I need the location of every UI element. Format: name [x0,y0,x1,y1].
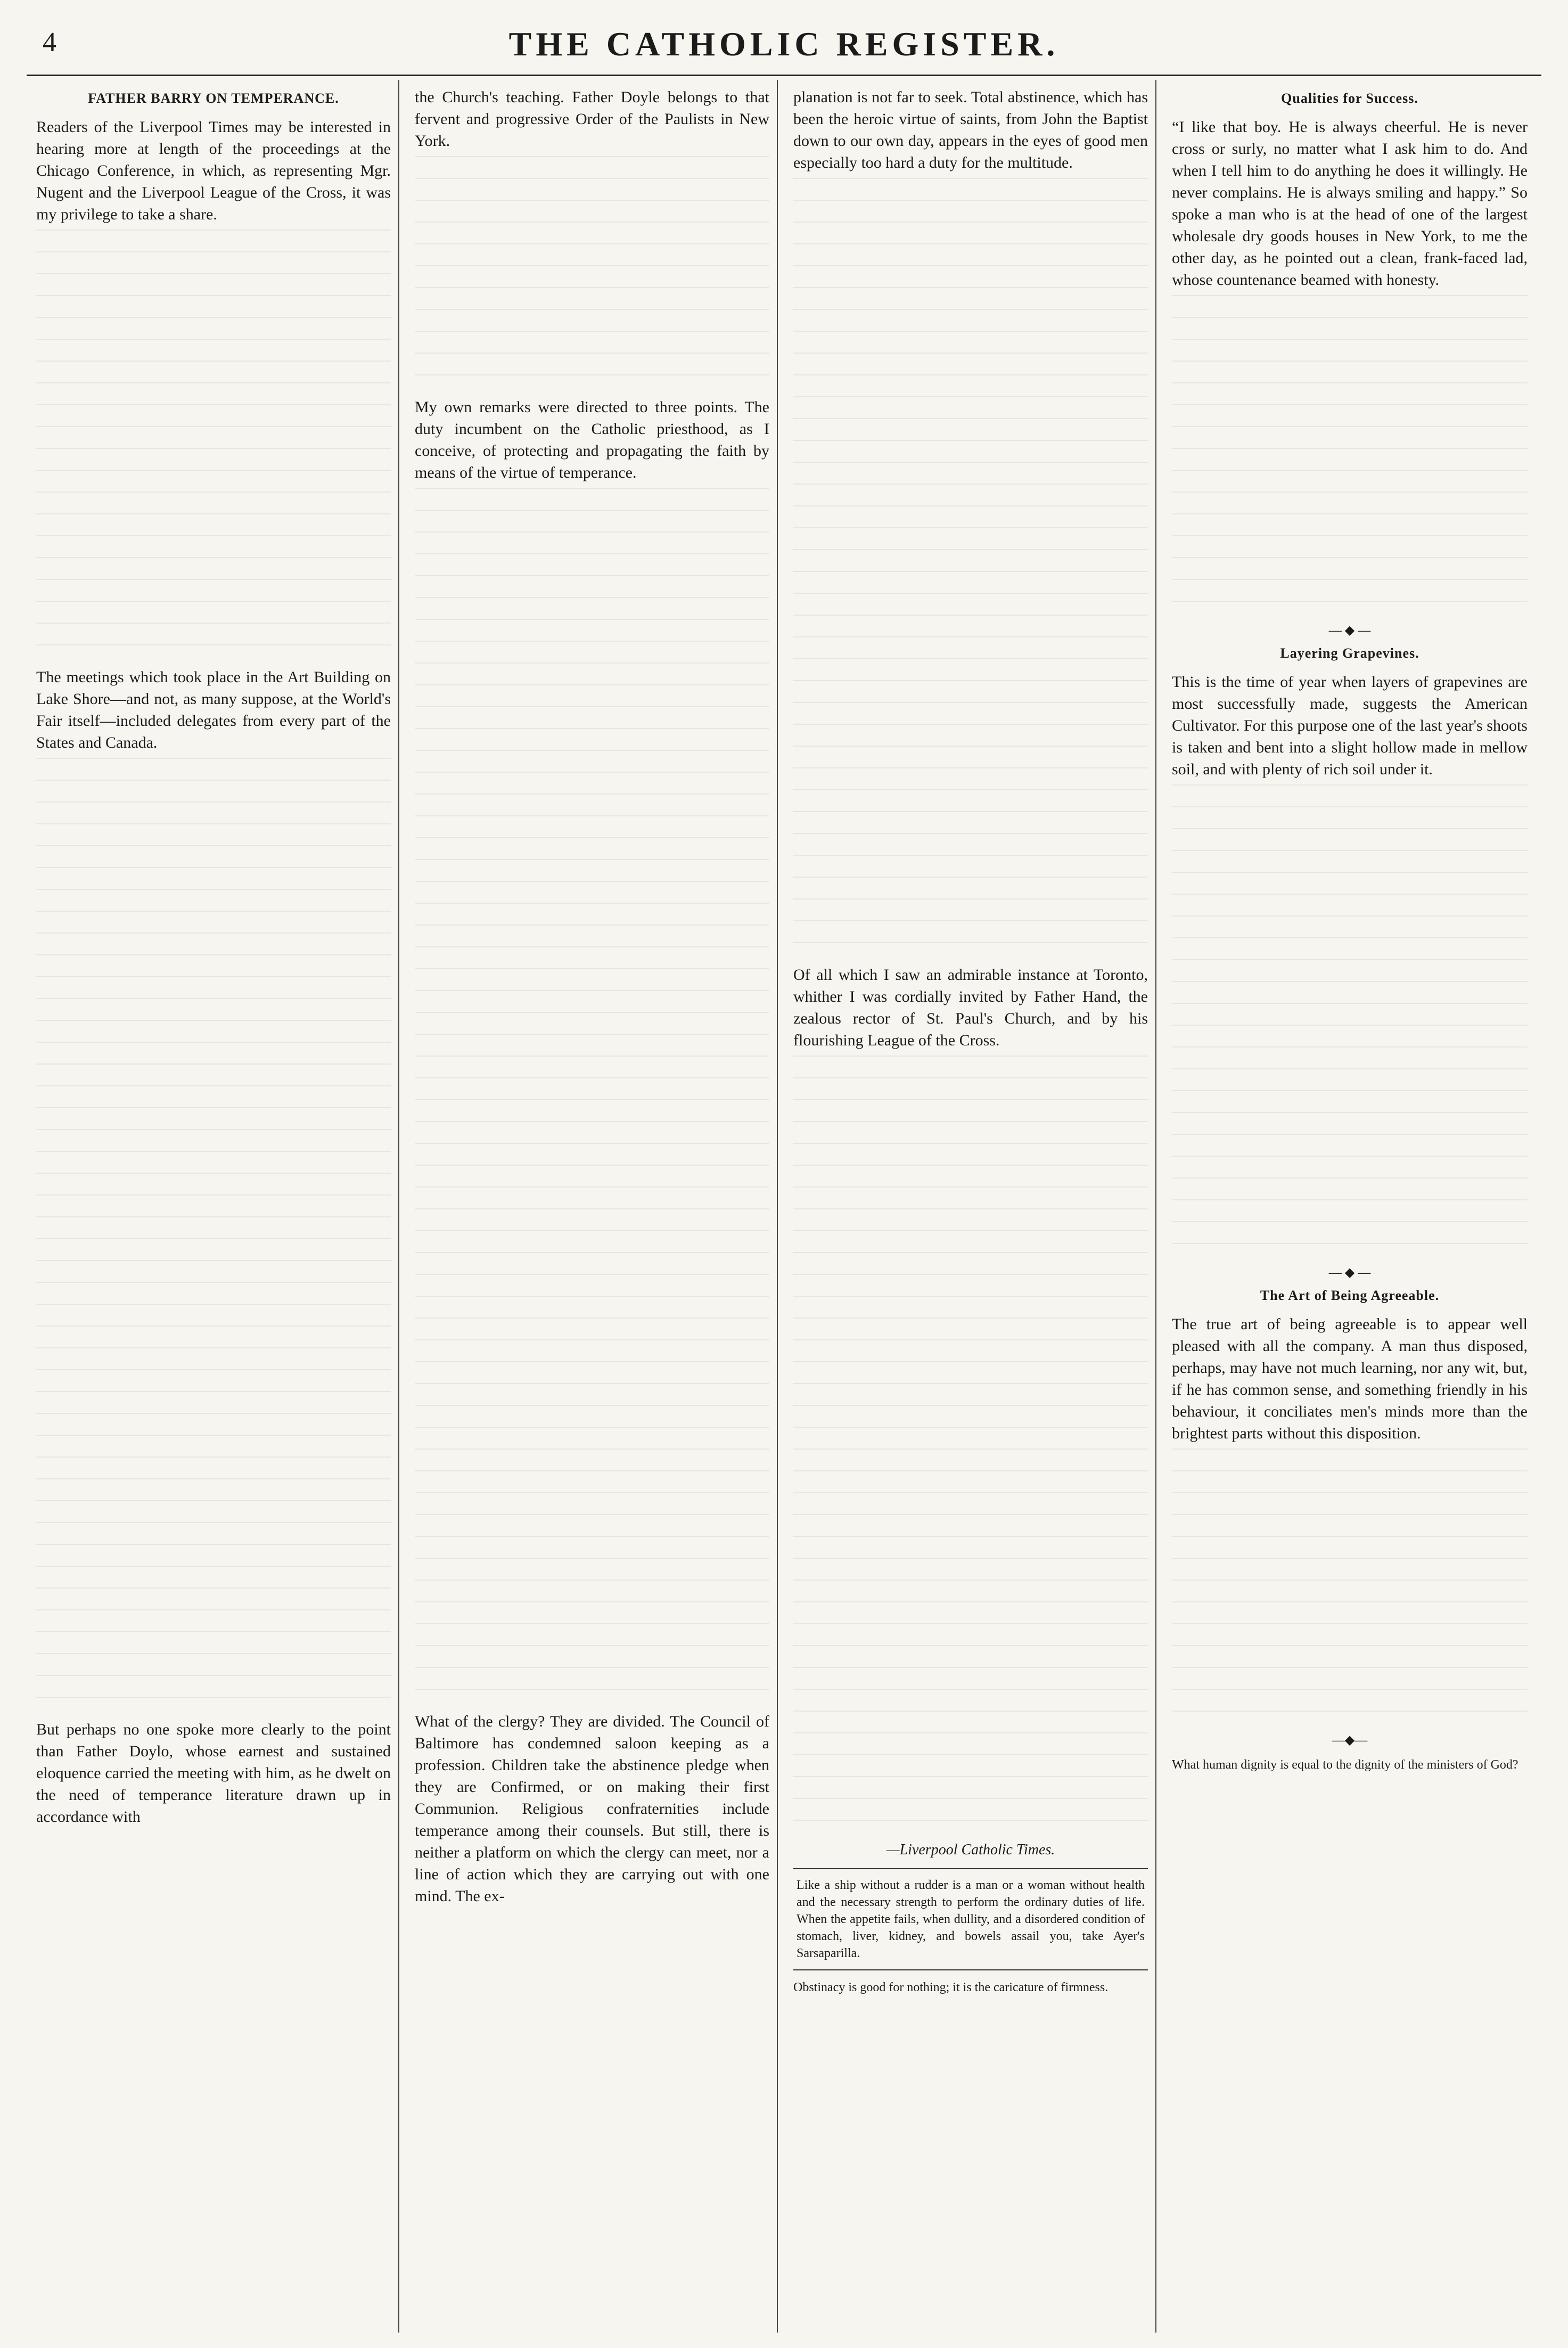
article-headline: The Art of Being Agreeable. [1260,1288,1440,1303]
article-paragraph: “I like that boy. He is always cheerful. He is never cross or surly, no matter what I ask him to do. And when I tell him to do anything he does it willingly. He never complains. He is always smiling and happy.” So spoke a man who is at the head of one of the largest wholesale dry goods houses in New York, to me the other day, as he pointed out a clean, frank-faced lad, whose countenance beamed with honesty. [1172,118,1528,289]
columns [32,80,1536,2333]
article-paragraph: This is the time of year when layers of grapevines are most successfully made, suggests the American Cultivator. For this purpose one of the last year's shoots is taken and bent into a slight hollow made in mellow soil, and with plenty of rich soil under it. [1172,673,1528,778]
filler-item: What human dignity is equal to the dignity of the ministers of God? [1172,1758,1518,1772]
column-1 [32,80,399,2333]
newspaper-title: THE CATHOLIC REGISTER. [508,25,1060,63]
masthead [32,15,1536,73]
article-headline: Qualities for Success. [1281,91,1418,106]
text-lines-placeholder [793,1056,1148,1821]
article-paragraph: the Church's teaching. Father Doyle belongs to that fervent and progressive Order of the Paulists in New York. [415,88,769,150]
text-lines-placeholder [1172,784,1528,1244]
column-3 [789,80,1156,2333]
article-paragraph: What of the clergy? They are divided. The Council of Baltimore has condemned saloon keeping as a profession. Children take the abstinence pledge when they are Confirmed, or on making their first Communion. Religious confraternities include temperance among their counsels. But still, there is neither a platform on which the clergy can meet, nor a line of action which they are carrying out with one mind. The ex- [415,1713,769,1905]
article-paragraph: The true art of being agreeable is to appear well pleased with all the company. A man thus disposed, perhaps, may have not much learning, nor any wit, but, if he has common sense, and something friendly in his behaviour, it conciliates men's minds more than the brightest parts without this disposition. [1172,1315,1528,1442]
article-source: —Liverpool Catholic Times. [886,1842,1055,1858]
column-2 [411,80,778,2333]
text-lines-placeholder [793,178,1148,943]
article-paragraph: Of all which I saw an admirable instance at Toronto, whither I was cordially invited by Father Hand, the zealous rector of St. Paul's Church, and by his flourishing League of the Cross. [793,966,1148,1049]
text-lines-placeholder [36,758,391,1698]
article-paragraph: My own remarks were directed to three points. The duty incumbent on the Catholic priesthood, as I conceive, of protecting and propagating the faith by means of the virtue of temperance. [415,398,769,481]
filler-item: Obstinacy is good for nothing; it is the caricature of firmness. [793,1981,1109,1994]
text-lines-placeholder [36,230,391,645]
article-paragraph: planation is not far to seek. Total abstinence, which has been the heroic virtue of saints, from John the Baptist down to our own day, appears in the eyes of good men especially too hard a duty for the multitude. [793,88,1148,171]
page-number: 4 [43,27,56,58]
section-divider: — ◆ — [1328,1266,1371,1280]
advertisement-text: Like a ship without a rudder is a man or a woman without health and the necessary strength to perform the ordinary duties of life. When the appetite fails, when dullity, and a disordered condition of stomach, liver, kidney, and bowels assail you, take Ayer's Sarsaparilla. [797,1878,1145,1960]
text-lines-placeholder [1172,295,1528,602]
text-lines-placeholder [415,488,769,1690]
article-paragraph: But perhaps no one spoke more clearly to the point than Father Doylo, whose earnest and sustained eloquence carried the meeting with him, as he dwelt on the need of temperance literature drawn up in accordance with [36,1721,391,1826]
column-4 [1168,80,1535,2333]
article-headline: Layering Grapevines. [1280,645,1419,661]
text-lines-placeholder [1172,1449,1528,1712]
masthead-rule [27,75,1541,76]
advertisement [793,1868,1148,1970]
section-divider: —◆— [1332,1733,1368,1747]
text-lines-placeholder [415,156,769,375]
section-divider: — ◆ — [1328,624,1371,637]
article-headline: FATHER BARRY ON TEMPERANCE. [88,91,339,106]
article-paragraph: Readers of the Liverpool Times may be interested in hearing more at length of the proceedings at the Chicago Conference, in which, as representing Mgr. Nugent and the Liverpool League of the Cross, it was my privilege to take a share. [36,118,391,223]
article-paragraph: The meetings which took place in the Art Building on Lake Shore—and not, as many suppose, at the World's Fair itself—included delegates from every part of the States and Canada. [36,668,391,751]
